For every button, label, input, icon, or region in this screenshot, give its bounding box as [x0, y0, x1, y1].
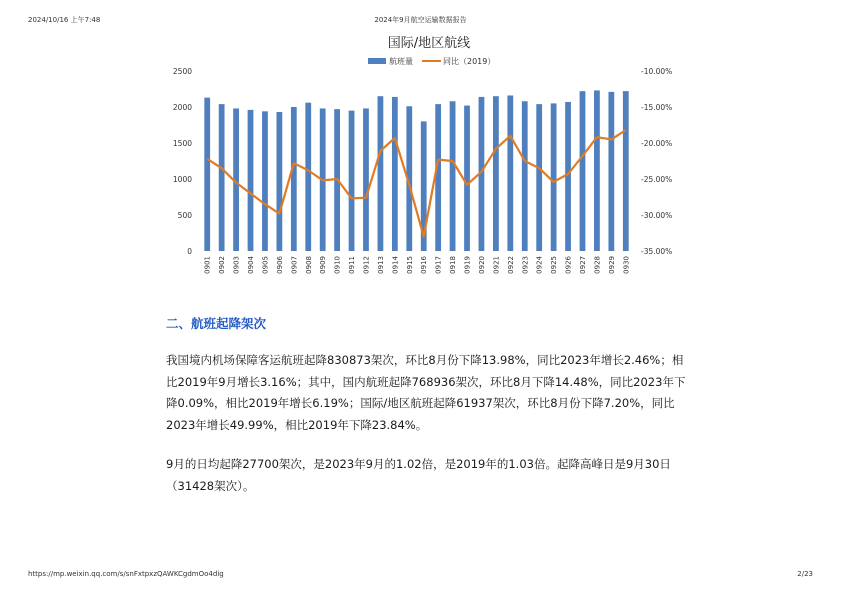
- x-tick-label: 0928: [593, 256, 602, 274]
- x-tick-label: 0919: [463, 256, 472, 274]
- bar-0905: [262, 111, 268, 251]
- y-left-tick-label: 0: [187, 247, 192, 256]
- y-left-tick-label: 2500: [172, 67, 192, 76]
- x-tick-label: 0910: [333, 256, 342, 274]
- x-tick-label: 0926: [564, 256, 573, 274]
- bar-0918: [450, 101, 456, 251]
- bar-0914: [392, 97, 398, 251]
- x-tick-label: 0911: [348, 256, 357, 274]
- x-tick-label: 0902: [218, 256, 227, 274]
- y-right-tick-label: -25.00%: [641, 175, 673, 184]
- x-tick-label: 0906: [275, 256, 284, 274]
- y-right-tick-label: -10.00%: [641, 67, 673, 76]
- x-tick-label: 0904: [247, 256, 255, 274]
- bar-0928: [594, 90, 600, 251]
- yoy-line-series: [207, 130, 626, 237]
- bar-0901: [204, 98, 210, 251]
- y-axis-left: [173, 67, 192, 256]
- bar-0923: [522, 101, 528, 251]
- x-axis-labels: [204, 255, 631, 273]
- bar-0924: [536, 104, 542, 251]
- international-routes-chart: [165, 28, 685, 290]
- bar-0925: [551, 103, 557, 251]
- x-tick-label: 0901: [203, 256, 212, 274]
- bar-0921: [493, 96, 499, 251]
- x-tick-label: 0916: [420, 256, 429, 274]
- x-tick-label: 0912: [362, 256, 371, 274]
- bar-0912: [363, 108, 369, 251]
- page-number: 2/23: [797, 570, 813, 578]
- x-tick-label: 0913: [376, 256, 385, 274]
- bar-0919: [464, 106, 470, 251]
- bar-0917: [435, 104, 441, 251]
- bar-0913: [378, 96, 384, 251]
- y-right-tick-label: -30.00%: [641, 211, 673, 220]
- document-title: 2024年9月航空运输数据报告: [374, 16, 467, 24]
- y-axis-right: [641, 67, 672, 256]
- x-tick-label: 0920: [477, 256, 486, 274]
- x-tick-label: 0918: [449, 256, 458, 274]
- x-tick-label: 0905: [261, 256, 270, 274]
- y-left-tick-label: 1500: [172, 139, 192, 148]
- paragraph-2: 9月的日均起降27700架次，是2023年9月的1.02倍，是2019年的1.03倍。起降高峰日是9月30日（31428架次）。: [166, 457, 671, 493]
- x-tick-label: 0915: [405, 256, 414, 274]
- y-right-tick-label: -20.00%: [641, 139, 673, 148]
- x-tick-label: 0924: [535, 256, 544, 274]
- section-heading: 二、航班起降架次: [166, 316, 267, 331]
- bar-0904: [248, 110, 254, 251]
- y-left-tick-label: 1000: [172, 175, 192, 184]
- x-tick-label: 0929: [607, 256, 616, 274]
- chart-title: 国际/地区航线: [387, 36, 471, 51]
- x-tick-label: 0921: [492, 256, 501, 274]
- paragraph-1: 我国境内机场保障客运航班起降830873架次，环比8月份下降13.98%，同比2023年增长2.46%；相比2019年9月增长3.16%；其中，国内航班起降768936架次，环比8月下降14.48%，同比2023年下降0.09%，相比2019年增长6.19%；国际/地区航班起降61937架次，环比8月份下降7.20%，同比2023年增长49.99%，相比2019年下降23.84%。: [166, 353, 686, 432]
- x-tick-label: 0909: [319, 256, 328, 274]
- bar-series: [204, 90, 628, 251]
- x-tick-label: 0908: [304, 256, 313, 274]
- bar-0911: [349, 111, 355, 251]
- x-tick-label: 0903: [232, 256, 241, 274]
- bar-0926: [565, 102, 571, 251]
- y-right-tick-label: -35.00%: [641, 247, 673, 256]
- footer-url: https://mp.weixin.qq.com/s/snFxtpxzQAWKCgdmOo4dig: [28, 570, 224, 578]
- x-tick-label: 0927: [579, 256, 587, 274]
- bar-0906: [276, 112, 282, 251]
- x-tick-label: 0907: [290, 256, 299, 274]
- legend-swatch-bar: [368, 58, 386, 64]
- bar-0930: [623, 91, 629, 251]
- bar-0927: [580, 91, 586, 251]
- bar-0929: [608, 92, 614, 251]
- x-tick-label: 0917: [434, 256, 443, 274]
- y-left-tick-label: 500: [177, 211, 192, 220]
- x-tick-label: 0922: [506, 256, 515, 274]
- legend-label-line: 同比（2019）: [443, 57, 496, 66]
- x-tick-label: 0914: [391, 256, 400, 274]
- bar-0902: [219, 104, 225, 251]
- y-left-tick-label: 2000: [172, 103, 192, 112]
- y-right-tick-label: -15.00%: [641, 103, 673, 112]
- chart-legend: [368, 56, 495, 66]
- bar-0922: [507, 95, 513, 251]
- x-tick-label: 0925: [550, 256, 559, 274]
- legend-label-bar: 航班量: [389, 57, 413, 66]
- x-tick-label: 0930: [622, 256, 631, 274]
- bar-0907: [291, 107, 297, 251]
- x-tick-label: 0923: [521, 256, 530, 274]
- print-datetime: 2024/10/16 上午7:48: [28, 16, 101, 24]
- bar-0908: [305, 103, 311, 251]
